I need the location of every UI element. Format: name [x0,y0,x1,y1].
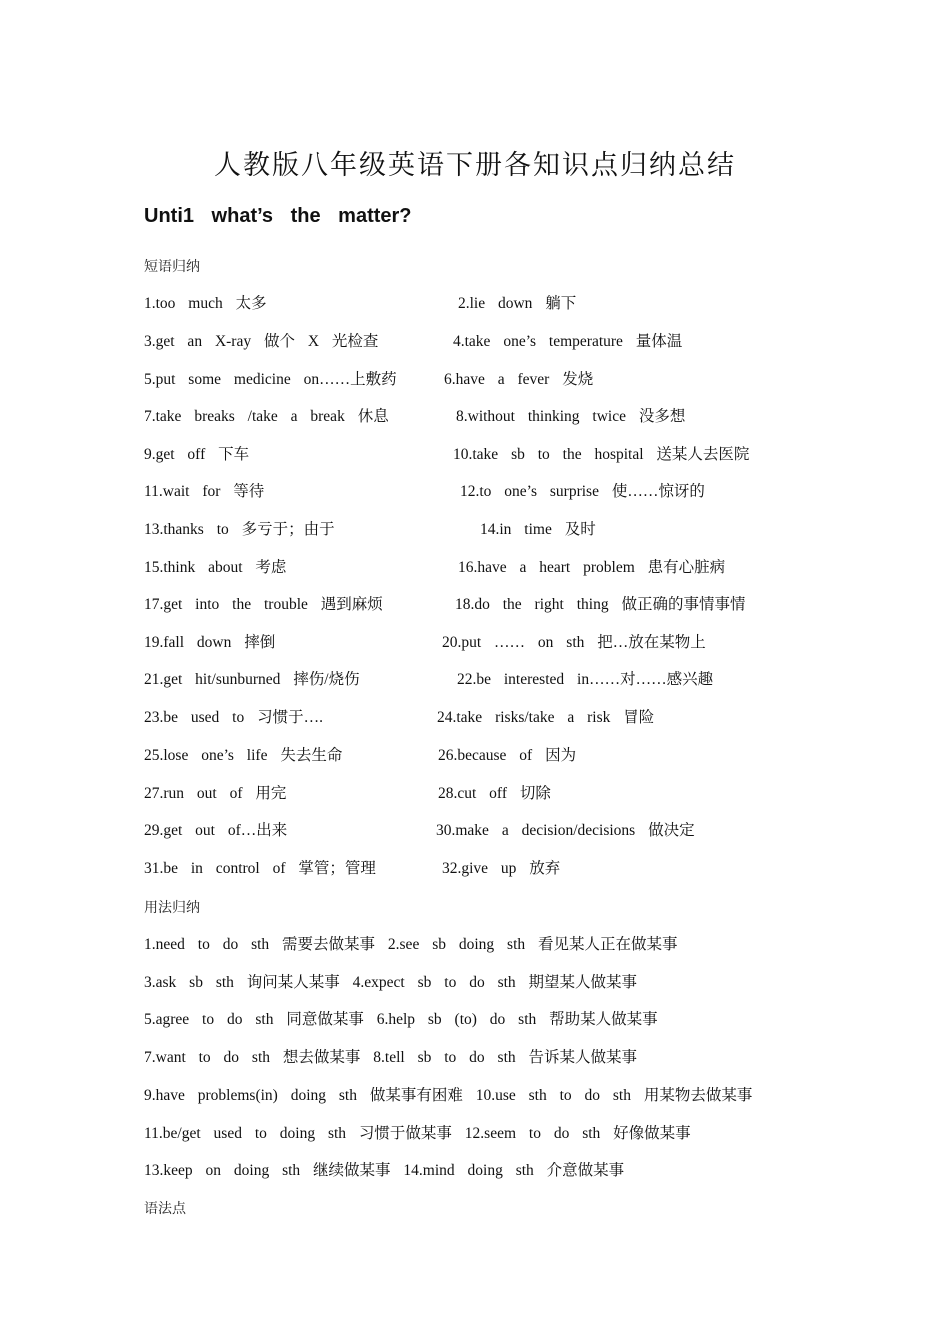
phrase-item: 18.do the right thing 做正确的事情事情 [455,596,746,613]
phrase-item: 10.take sb to the hospital 送某人去医院 [453,446,750,463]
phrase-item: 9.get off 下车 [144,446,250,463]
section-usage-heading: 用法归纳 [144,900,200,916]
phrase-row [0,630,950,656]
phrase-row [0,781,950,807]
phrase-row [0,743,950,769]
usage-row: 9.have problems(in) doing sth 做某事有困难 10.use sth to do sth 用某物去做某事 [144,1087,753,1104]
phrase-item: 32.give up 放弃 [442,860,561,877]
phrase-item: 6.have a fever 发烧 [444,371,594,388]
phrase-row [0,442,950,468]
phrase-item: 3.get an X-ray 做个 X 光检查 [144,333,379,350]
phrase-item: 7.take breaks /take a break 休息 [144,408,389,425]
phrase-row [0,329,950,355]
phrase-item: 30.make a decision/decisions 做决定 [436,822,695,839]
phrase-item: 26.because of 因为 [438,747,577,764]
document-title: 人教版八年级英语下册各知识点归纳总结 [214,150,736,181]
phrase-item: 28.cut off 切除 [438,785,551,802]
usage-row: 5.agree to do sth 同意做某事 6.help sb (to) do sth 帮助某人做某事 [144,1011,658,1028]
unit-heading: Unti1 what’s the matter? [144,205,412,227]
phrase-item: 27.run out of 用完 [144,785,287,802]
phrase-item: 1.too much 太多 [144,295,267,312]
phrase-item: 19.fall down 摔倒 [144,634,276,651]
phrase-item: 21.get hit/sunburned 摔伤/烧伤 [144,671,360,688]
phrase-item: 15.think about 考虑 [144,559,287,576]
phrase-item: 31.be in control of 掌管；管理 [144,860,376,877]
usage-row: 7.want to do sth 想去做某事 8.tell sb to do sth 告诉某人做某事 [144,1049,638,1066]
usage-row: 3.ask sb sth 询问某人某事 4.expect sb to do sth 期望某人做某事 [144,974,638,991]
phrase-item: 5.put some medicine on……上敷药 [144,371,397,388]
phrase-row [0,667,950,693]
phrase-item: 8.without thinking twice 没多想 [456,408,686,425]
phrase-row [0,705,950,731]
phrase-item: 23.be used to 习惯于…. [144,709,323,726]
usage-row: 1.need to do sth 需要去做某事 2.see sb doing sth 看见某人正在做某事 [144,936,678,953]
phrase-item: 11.wait for 等待 [144,483,265,500]
phrase-item: 12.to one’s surprise 使……惊讶的 [460,483,705,500]
phrase-item: 17.get into the trouble 遇到麻烦 [144,596,383,613]
phrase-row [0,479,950,505]
phrase-item: 4.take one’s temperature 量体温 [453,333,683,350]
phrase-row [0,818,950,844]
phrase-row [0,856,950,882]
phrase-row [0,592,950,618]
phrase-item: 22.be interested in……对……感兴趣 [457,671,714,688]
phrase-row [0,404,950,430]
section-phrases-heading: 短语归纳 [144,259,200,275]
phrase-row [0,367,950,393]
phrase-row [0,555,950,581]
phrase-row [0,517,950,543]
phrase-item: 14.in time 及时 [480,521,596,538]
phrase-item: 13.thanks to 多亏于；由于 [144,521,335,538]
section-grammar-heading: 语法点 [144,1201,186,1217]
phrase-item: 2.lie down 躺下 [458,295,577,312]
phrase-item: 20.put …… on sth 把…放在某物上 [442,634,706,651]
phrase-item: 16.have a heart problem 患有心脏病 [458,559,726,576]
phrase-item: 24.take risks/take a risk 冒险 [437,709,655,726]
usage-row: 13.keep on doing sth 继续做某事 14.mind doing sth 介意做某事 [144,1162,625,1179]
phrase-item: 29.get out of…出来 [144,822,288,839]
phrase-item: 25.lose one’s life 失去生命 [144,747,343,764]
usage-row: 11.be/get used to doing sth 习惯于做某事 12.seem to do sth 好像做某事 [144,1125,691,1142]
phrase-row [0,291,950,317]
